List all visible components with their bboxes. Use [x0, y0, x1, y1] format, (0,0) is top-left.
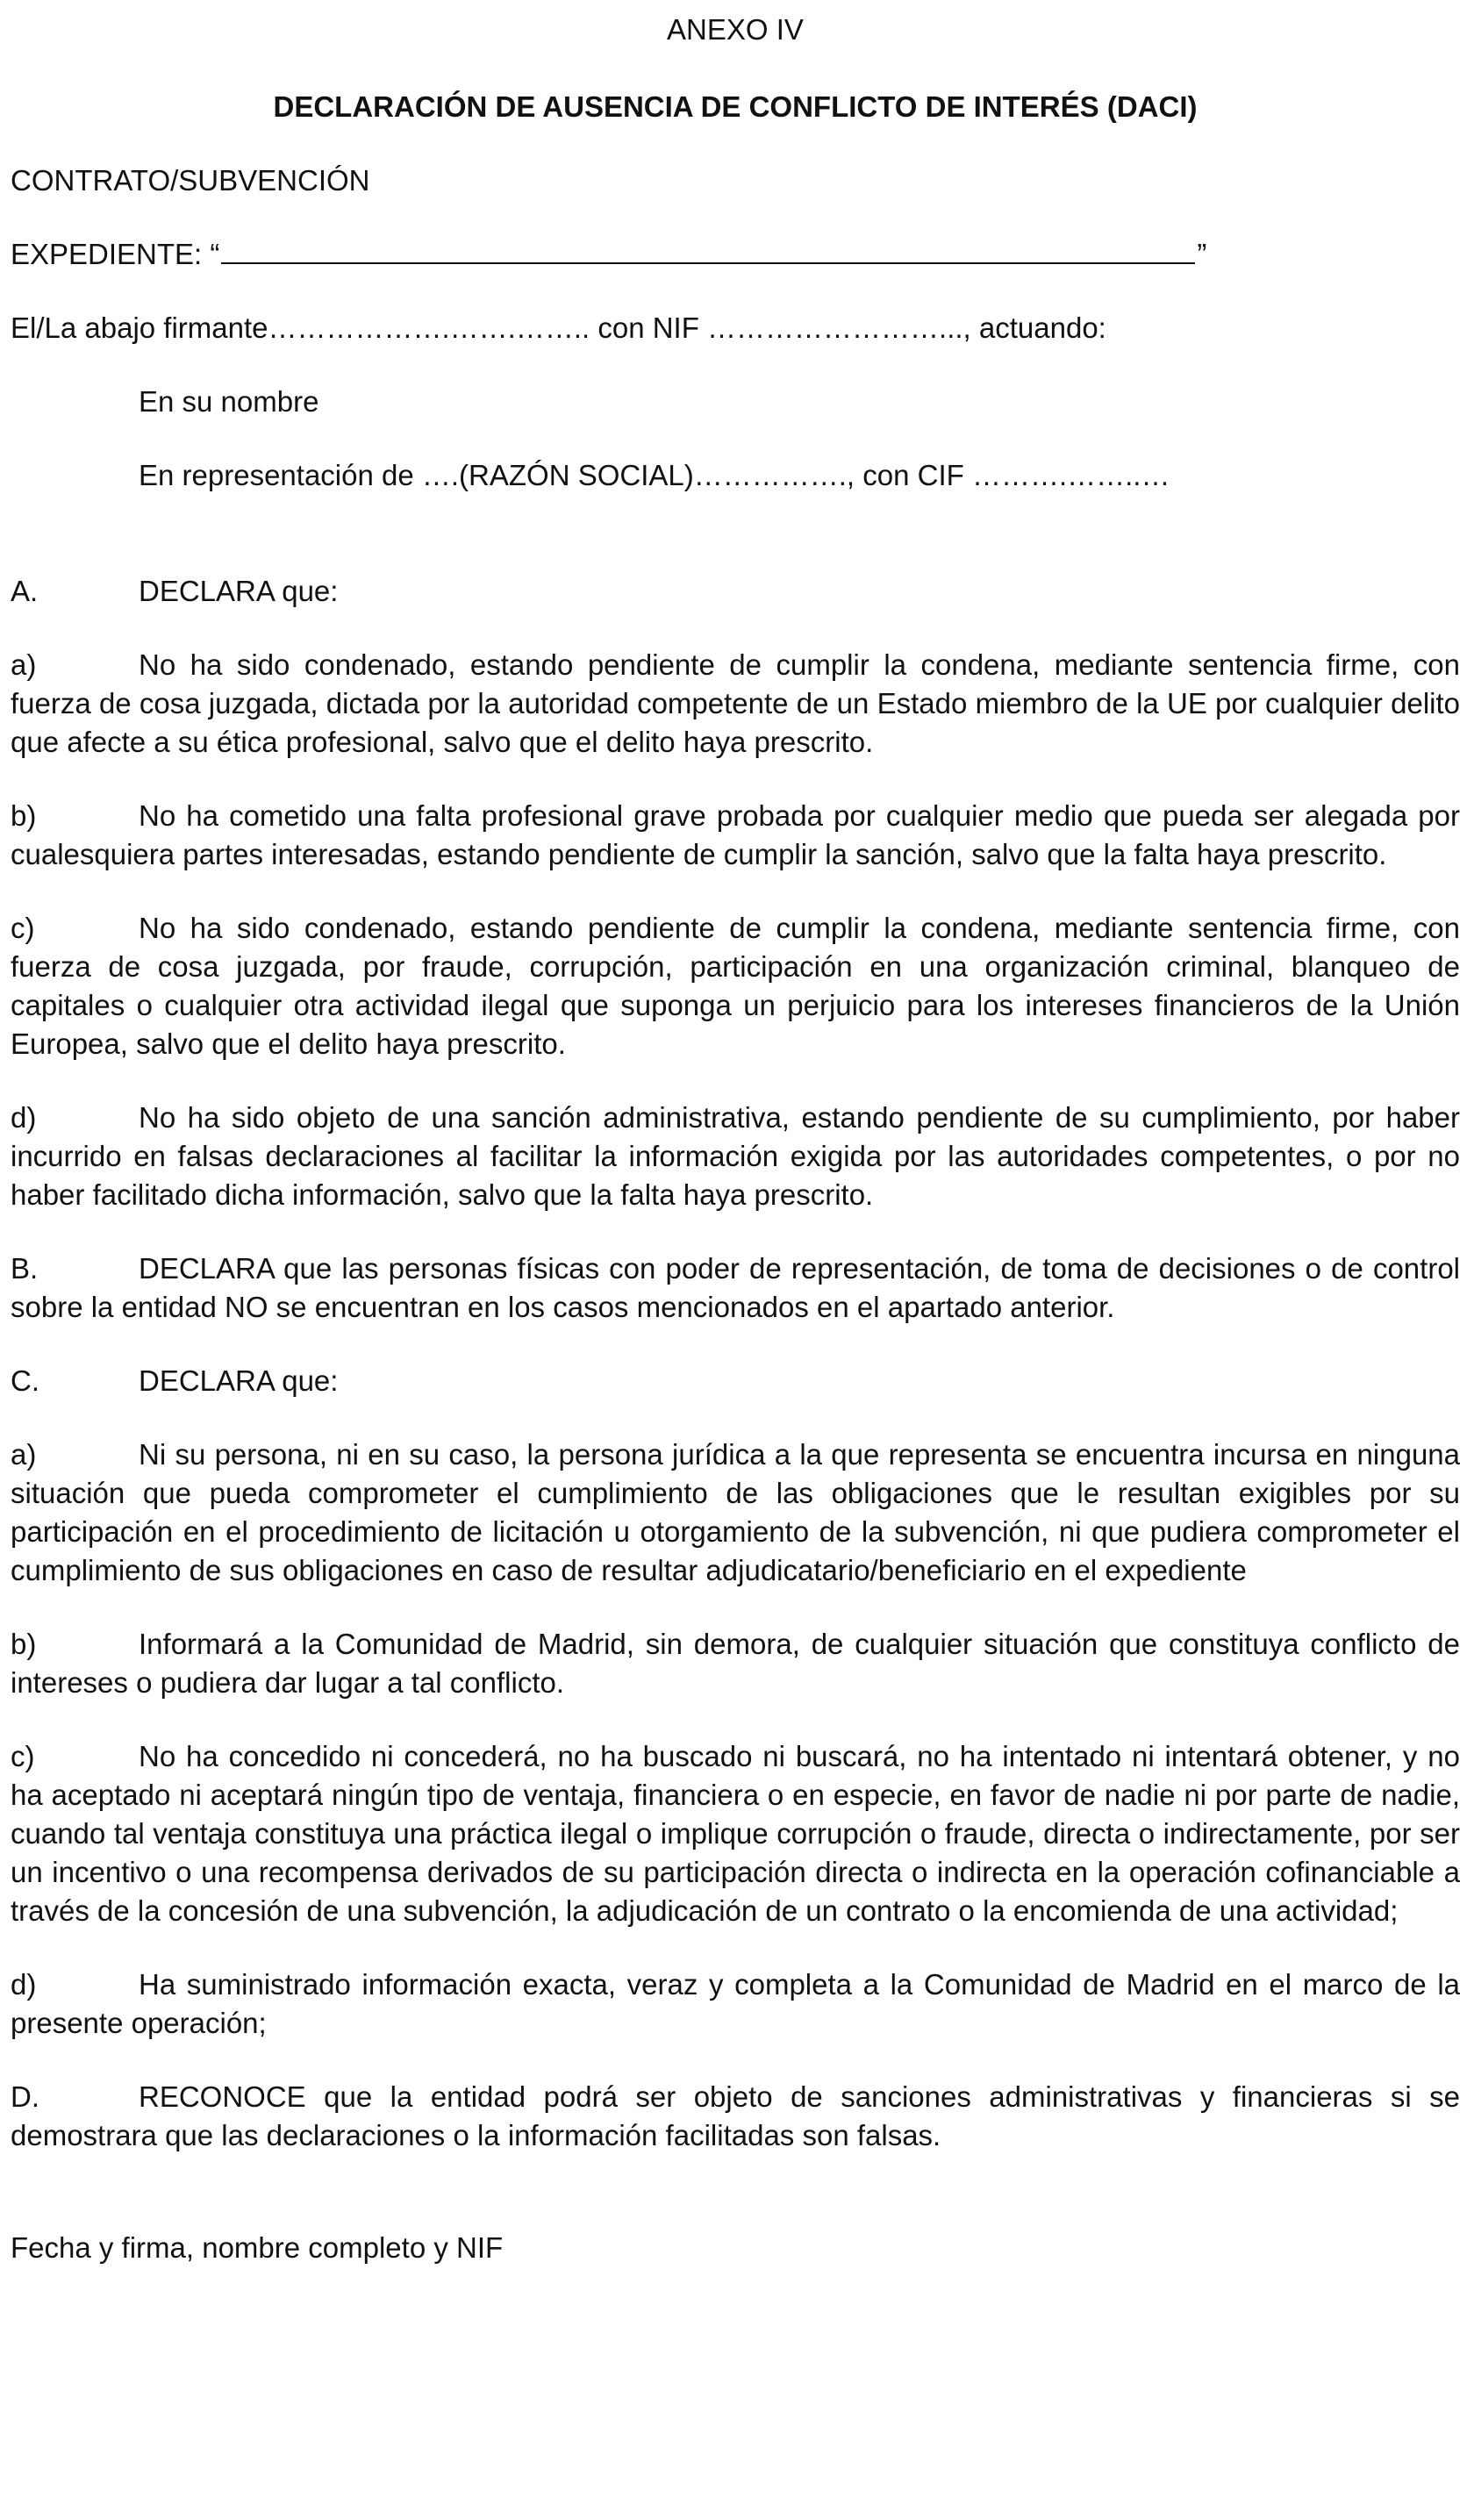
section-c-item-d	[11, 1965, 1460, 2043]
expediente-label: EXPEDIENTE: “	[11, 238, 220, 270]
expediente-row	[11, 235, 1460, 274]
section-c-heading	[11, 1362, 1460, 1400]
section-c-item-b	[11, 1625, 1460, 1702]
signature-line: Fecha y firma, nombre completo y NIF	[11, 2231, 504, 2264]
section-a-label: A.	[11, 575, 39, 607]
option-own-name: En su nombre	[139, 385, 319, 418]
section-c-item-c	[11, 1737, 1460, 1930]
section-a-item-c	[11, 909, 1460, 1063]
section-b	[11, 1249, 1460, 1327]
document-title: DECLARACIÓN DE AUSENCIA DE CONFLICTO DE INTERÉS (DACI)	[273, 90, 1198, 123]
annex-label: ANEXO IV	[667, 13, 804, 46]
section-a-item-b	[11, 797, 1460, 874]
section-b-text: DECLARA que las personas físicas con poder de representación, de toma de decisiones o de control sobre la entidad NO se encuentran en los casos mencionados en el apartado anterior.	[11, 1252, 1460, 1323]
item-text: No ha sido condenado, estando pendiente de cumplir la condena, mediante sentencia firme, con fuerza de cosa juzgada, dictada por la autoridad competente de un Estado miembro de la UE por cualquier delito que afecte a su ética profesional, salvo que el delito haya prescrito.	[11, 648, 1460, 758]
section-a-heading	[11, 572, 1460, 611]
section-d-text: RECONOCE que la entidad podrá ser objeto de sanciones administrativas y financieras si se demostrara que las declaraciones o la información facilitadas son falsas.	[11, 2080, 1460, 2151]
item-label: b)	[11, 799, 37, 832]
section-a-item-a	[11, 646, 1460, 762]
item-text: No ha cometido una falta profesional grave probada por cualquier medio que pueda ser alegada por cualesquiera partes interesadas, estando pendiente de cumplir la sanción, salvo que la falta haya prescrito.	[11, 799, 1460, 870]
expediente-close-quote: ”	[1197, 238, 1207, 270]
item-label: d)	[11, 1968, 37, 2001]
section-a-item-d	[11, 1099, 1460, 1214]
item-text: No ha concedido ni concederá, no ha buscado ni buscará, no ha intentado ni intentará obtener, y no ha aceptado ni aceptará ningún tipo de ventaja, financiera o en especie, en favor de nadie ni por parte de nadie, cuando tal ventaja constituya una práctica ilegal o implique corrupción o fraude, directa o indirectamente, por ser un incentivo o una recompensa derivados de su participación directa o indirecta en la operación cofinanciable a través de la concesión de una subvención, la adjudicación de un contrato o la encomienda de una actividad;	[11, 1740, 1460, 1927]
firmante-line: El/La abajo firmante……………….…….…….. con NIF ……………………..., actuando:	[11, 311, 1106, 344]
section-a-title: DECLARA que:	[139, 575, 339, 607]
item-text: Ha suministrado información exacta, veraz y completa a la Comunidad de Madrid en el marco de la presente operación;	[11, 1968, 1460, 2039]
item-label: a)	[11, 1438, 37, 1471]
item-label: c)	[11, 1740, 35, 1772]
item-label: c)	[11, 912, 35, 944]
item-text: Informará a la Comunidad de Madrid, sin demora, de cualquier situación que constituya conflicto de intereses o pudiera dar lugar a tal conflicto.	[11, 1628, 1460, 1699]
expediente-blank-field[interactable]	[221, 236, 1195, 264]
document-page	[11, 0, 1460, 2267]
section-c-title: DECLARA que:	[139, 1364, 339, 1397]
section-c-item-a	[11, 1435, 1460, 1590]
contract-label: CONTRATO/SUBVENCIÓN	[11, 164, 370, 197]
item-label: d)	[11, 1101, 37, 1134]
section-c-label: C.	[11, 1364, 39, 1397]
item-label: a)	[11, 648, 37, 681]
section-b-label: B.	[11, 1252, 39, 1285]
option-representation: En representación de ….(RAZÓN SOCIAL)……………., con CIF ……….……..…	[139, 459, 1170, 491]
section-d	[11, 2078, 1460, 2155]
item-text: No ha sido objeto de una sanción administrativa, estando pendiente de su cumplimiento, por haber incurrido en falsas declaraciones al facilitar la información exigida por las autoridades competentes, o por no haber facilitado dicha información, salvo que la falta haya prescrito.	[11, 1101, 1460, 1211]
item-label: b)	[11, 1628, 37, 1660]
item-text: No ha sido condenado, estando pendiente de cumplir la condena, mediante sentencia firme, con fuerza de cosa juzgada, por fraude, corrupción, participación en una organización criminal, blanqueo de capitales o cualquier otra actividad ilegal que suponga un perjuicio para los intereses financieros de la Unión Europea, salvo que el delito haya prescrito.	[11, 912, 1460, 1060]
section-d-label: D.	[11, 2080, 39, 2113]
item-text: Ni su persona, ni en su caso, la persona jurídica a la que representa se encuentra incursa en ninguna situación que pueda comprometer el cumplimiento de las obligaciones que le resultan exigibles por su participación en el procedimiento de licitación u otorgamiento de la subvención, ni que pudiera comprometer el cumplimiento de sus obligaciones en caso de resultar adjudicatario/beneficiario en el expediente	[11, 1438, 1460, 1586]
